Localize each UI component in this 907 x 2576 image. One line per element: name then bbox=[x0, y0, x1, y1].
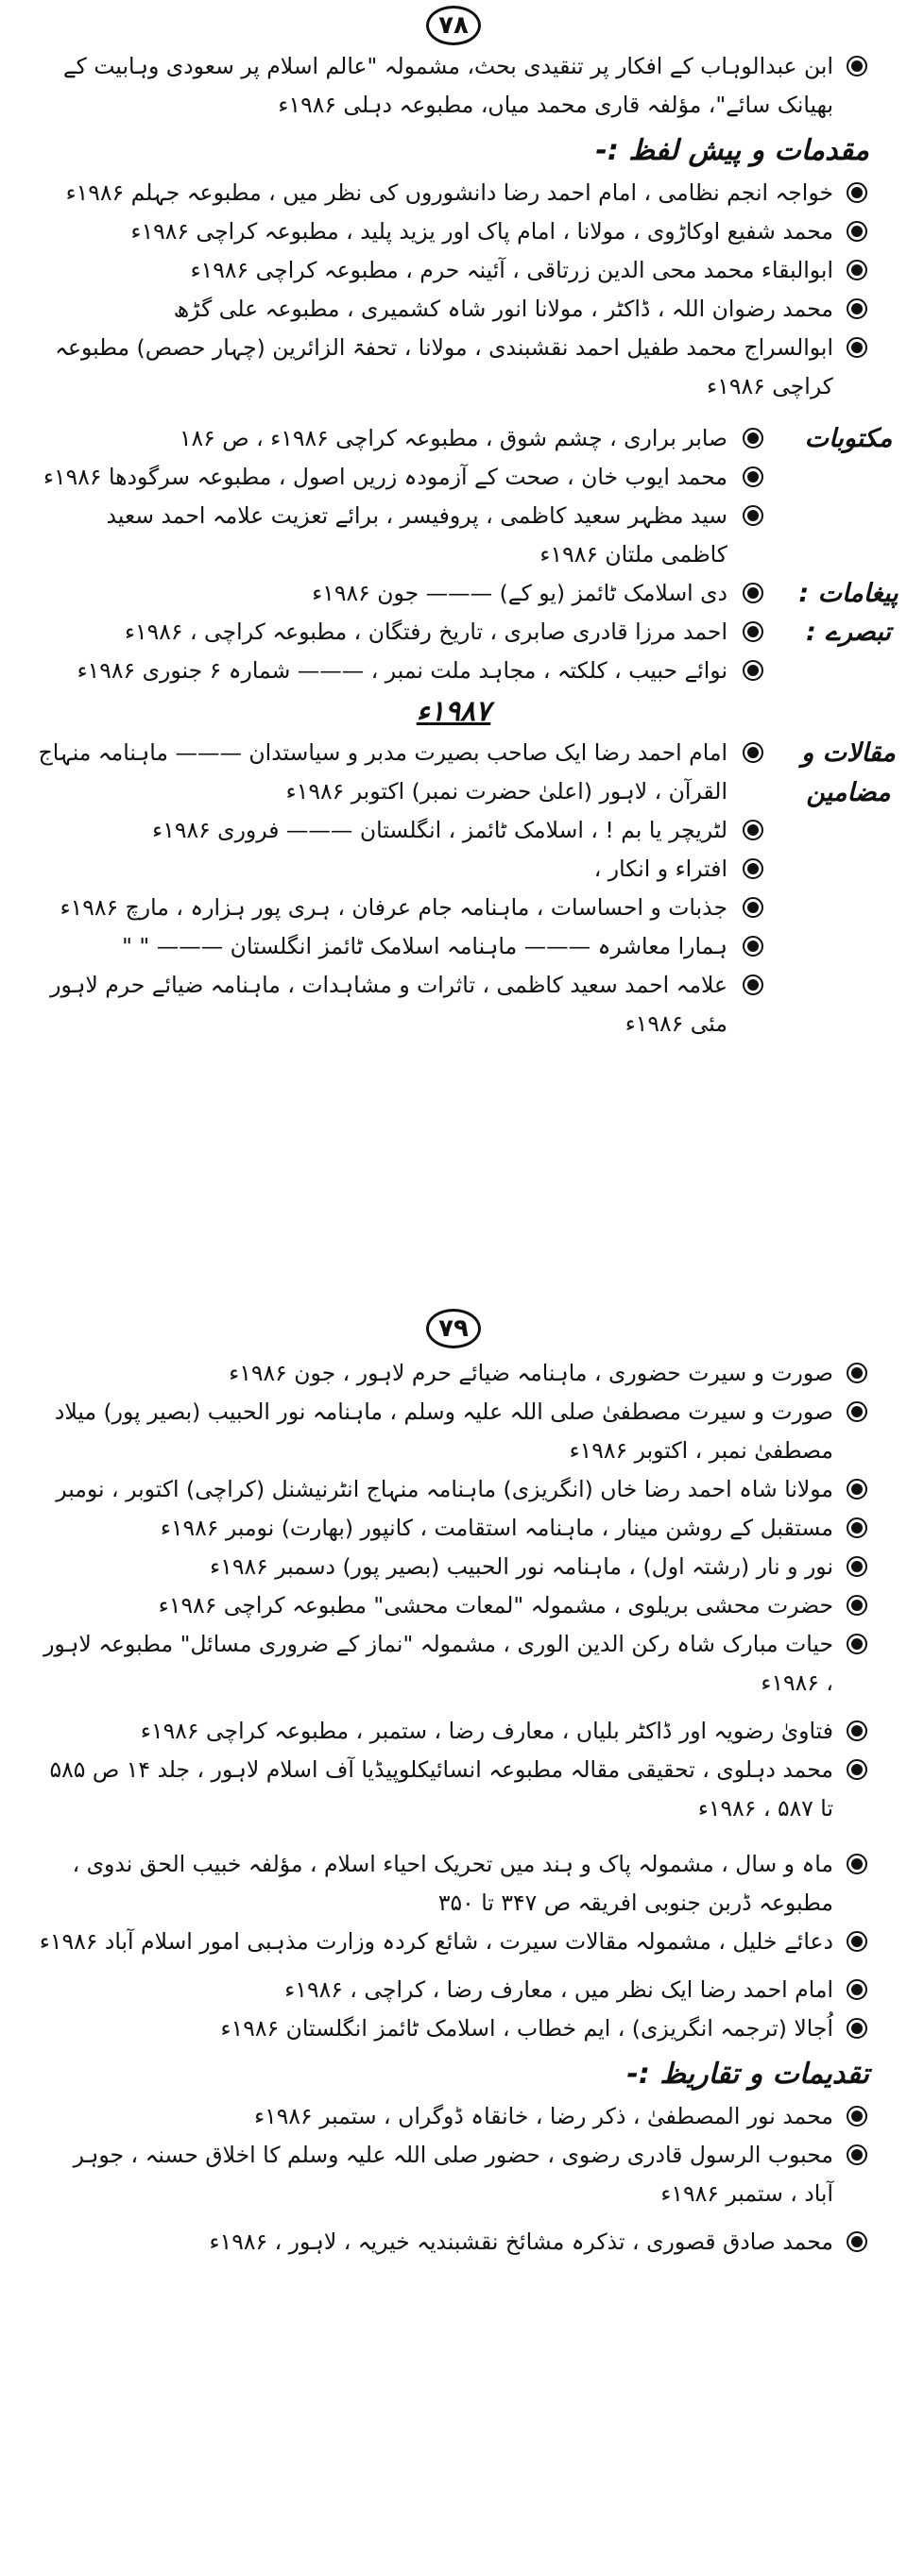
bullet-icon bbox=[743, 742, 763, 763]
bullet-icon bbox=[847, 1517, 867, 1538]
list-item: ابن عبدالوہاب کے افکار پر تنقیدی بحث، مشمولہ "عالم اسلام پر سعودی وہابیت کے بھیانک سائے"، مؤلفہ قاری محمد میاں، مطبوعہ دہلی ۱۹۸۶ء bbox=[38, 47, 869, 125]
bullet-icon bbox=[847, 260, 867, 280]
page-78 bbox=[38, 0, 898, 1284]
list-item: خواجہ انجم نظامی ، امام احمد رضا دانشوروں کی نظر میں ، مطبوعہ جہلم ۱۹۸۶ء bbox=[38, 174, 869, 212]
list-item: ابوالبقاء محمد محی الدین زرتاقی ، آئینہ حرم ، مطبوعہ کراچی ۱۹۸۶ء bbox=[38, 251, 869, 290]
bullet-icon bbox=[847, 1479, 867, 1500]
list-item: محمد دہلوی ، تحقیقی مقالہ مطبوعہ انسائیکلوپیڈیا آف اسلام لاہور ، جلد ۱۴ ص ۵۸۵ تا ۵۸۷ ، ۱۹۸۶ء bbox=[38, 1751, 869, 1828]
list-item: ہمارا معاشرہ ——— ماہنامہ اسلامک ٹائمز انگلستان ——— " " bbox=[38, 927, 869, 966]
paighamat-block bbox=[38, 574, 898, 613]
list-item: صورت و سیرت مصطفیٰ صلی اللہ علیہ وسلم ، ماہنامہ نور الحبیب (بصیر پور) میلاد مصطفیٰ نمبر ، اکتوبر ۱۹۸۶ء bbox=[38, 1393, 869, 1470]
list-item: محبوب الرسول قادری رضوی ، حضور صلی اللہ علیہ وسلم کا اخلاق حسنہ ، جوہر آباد ، ستمبر ۱۹۸۶ء bbox=[38, 2136, 869, 2213]
list-item: سید مظہر سعید کاظمی ، پروفیسر ، برائے تعزیت علامہ احمد سعید کاظمی ملتان ۱۹۸۶ء bbox=[38, 497, 869, 574]
list-item: نور و نار (رشتہ اول) ، ماہنامہ نور الحبیب (بصیر پور) دسمبر ۱۹۸۶ء bbox=[38, 1548, 869, 1586]
list-item: دی اسلامک ٹائمز (یو کے) ——— جون ۱۹۸۶ء bbox=[38, 574, 869, 613]
page-number: ٧٨ bbox=[426, 6, 481, 45]
list-item: افتراء و انکار ، bbox=[38, 850, 869, 889]
bullet-icon bbox=[847, 2231, 867, 2252]
list-item: مستقبل کے روشن مینار ، ماہنامہ استقامت ، کانپور (بھارت) نومبر ۱۹۸۶ء bbox=[38, 1509, 869, 1548]
bullet-icon bbox=[847, 2018, 867, 2039]
list-item: محمد شفیع اوکاڑوی ، مولانا ، امام پاک اور یزید پلید ، مطبوعہ کراچی ۱۹۸۶ء bbox=[38, 212, 869, 251]
list-item: امام احمد رضا ایک صاحب بصیرت مدبر و سیاستدان ——— ماہنامہ منہاج القرآن ، لاہور (اعلیٰ حضرت نمبر) اکتوبر ۱۹۸۶ء bbox=[38, 734, 869, 811]
bullet-icon bbox=[847, 1595, 867, 1616]
bullet-icon bbox=[847, 1556, 867, 1577]
bullet-icon bbox=[743, 897, 763, 918]
bullet-icon bbox=[847, 56, 867, 76]
bullet-icon bbox=[847, 1759, 867, 1780]
bullet-icon bbox=[743, 974, 763, 995]
year-heading: ۱۹۸۷ء bbox=[416, 695, 491, 728]
bullet-icon bbox=[847, 1634, 867, 1654]
bullet-icon bbox=[743, 936, 763, 957]
list-item: محمد نور المصطفیٰ ، ذکر رضا ، خانقاہ ڈوگراں ، ستمبر ۱۹۸۶ء bbox=[38, 2097, 869, 2136]
list-item: جذبات و احساسات ، ماہنامہ جام عرفان ، ہری پور ہزارہ ، مارچ ۱۹۸۶ء bbox=[38, 889, 869, 927]
list-item: علامہ احمد سعید کاظمی ، تاثرات و مشاہدات ، ماہنامہ ضیائے حرم لاہور مئی ۱۹۸۶ء bbox=[38, 966, 869, 1043]
maktubat-block bbox=[38, 419, 893, 574]
bullet-icon bbox=[743, 466, 763, 487]
bullet-icon bbox=[847, 298, 867, 319]
list-item: ابوالسراج محمد طفیل احمد نقشبندی ، مولانا ، تحفۃ الزائرین (چہار حصص) مطبوعہ کراچی ۱۹۸۶ء bbox=[38, 329, 869, 406]
bullet-icon bbox=[847, 1363, 867, 1383]
list-item: اُجالا (ترجمہ انگریزی) ، ایم خطاب ، اسلامک ٹائمز انگلستان ۱۹۸۶ء bbox=[38, 2009, 869, 2048]
bullet-icon bbox=[847, 221, 867, 242]
bullet-icon bbox=[743, 428, 763, 449]
list-item: احمد مرزا قادری صابری ، تاریخ رفتگان ، مطبوعہ کراچی ، ۱۹۸۶ء bbox=[38, 613, 869, 652]
category-label: پیغامات : bbox=[798, 579, 898, 608]
list-item: محمد رضوان اللہ ، ڈاکٹر ، مولانا انور شاہ کشمیری ، مطبوعہ علی گڑھ bbox=[38, 290, 869, 329]
page-79 bbox=[38, 1303, 869, 2568]
section-heading: تقدیمات و تقاریظ :- bbox=[626, 2058, 869, 2091]
bullet-icon bbox=[847, 337, 867, 358]
category-label: مکتوبات bbox=[804, 424, 893, 453]
bullet-icon bbox=[847, 1979, 867, 2000]
bullet-icon bbox=[743, 505, 763, 526]
bullet-icon bbox=[847, 182, 867, 203]
list-item: محمد ایوب خان ، صحت کے آزمودہ زریں اصول ، مطبوعہ سرگودھا ۱۹۸۶ء bbox=[38, 458, 869, 497]
list-item: حضرت محشی بریلوی ، مشمولہ "لمعات محشی" مطبوعہ کراچی ۱۹۸۶ء bbox=[38, 1586, 869, 1625]
tabsire-block bbox=[38, 613, 891, 690]
list-item: صورت و سیرت حضوری ، ماہنامہ ضیائے حرم لاہور ، جون ۱۹۸۶ء bbox=[38, 1354, 869, 1393]
category-label: مقالات و مضامین bbox=[801, 738, 896, 807]
list-item: مولانا شاہ احمد رضا خاں (انگریزی) ماہنامہ منہاج انٹرنیشنل (کراچی) اکتوبر ، نومبر bbox=[38, 1470, 869, 1509]
bullet-icon bbox=[743, 858, 763, 879]
bullet-icon bbox=[743, 660, 763, 681]
bullet-icon bbox=[847, 2106, 867, 2127]
list-item: لٹریچر یا بم ! ، اسلامک ٹائمز ، انگلستان ——— فروری ۱۹۸۶ء bbox=[38, 811, 869, 850]
list-item: دعائے خلیل ، مشمولہ مقالات سیرت ، شائع کردہ وزارت مذہبی امور اسلام آباد ۱۹۸۶ء bbox=[38, 1923, 869, 1961]
bullet-icon bbox=[743, 820, 763, 840]
bullet-icon bbox=[847, 1401, 867, 1422]
bullet-icon bbox=[847, 1720, 867, 1741]
page-78-entries bbox=[38, 47, 898, 1043]
page-79-entries bbox=[38, 1354, 869, 2262]
list-item: صابر براری ، چشم شوق ، مطبوعہ کراچی ۱۹۸۶ء ، ص ۱۸۶ bbox=[38, 419, 869, 458]
section-heading: مقدمات و پیش لفظ :- bbox=[595, 134, 869, 167]
page-number: ٧٩ bbox=[426, 1309, 481, 1348]
bullet-icon bbox=[743, 621, 763, 642]
list-item: نوائے حبیب ، کلکتہ ، مجاہد ملت نمبر ، ——— شمارہ ۶ جنوری ۱۹۸۶ء bbox=[38, 652, 869, 690]
bullet-icon bbox=[847, 1931, 867, 1952]
bullet-icon bbox=[847, 2144, 867, 2165]
list-item: ماہ و سال ، مشمولہ پاک و ہند میں تحریک احیاء اسلام ، مؤلفہ خبیب الحق ندوی ، مطبوعہ ڈربن جنوبی افریقہ ص ۳۴۷ تا ۳۵۰ bbox=[38, 1845, 869, 1923]
list-item: محمد صادق قصوری ، تذکرہ مشائخ نقشبندیہ خیریہ ، لاہور ، ۱۹۸۶ء bbox=[38, 2223, 869, 2262]
list-item: فتاویٰ رضویہ اور ڈاکٹر بلیاں ، معارف رضا ، ستمبر ، مطبوعہ کراچی ۱۹۸۶ء bbox=[38, 1712, 869, 1751]
bullet-icon bbox=[847, 1854, 867, 1874]
list-item: امام احمد رضا ایک نظر میں ، معارف رضا ، کراچی ، ۱۹۸۶ء bbox=[38, 1971, 869, 2009]
list-item: حیات مبارک شاہ رکن الدین الوری ، مشمولہ "نماز کے ضروری مسائل" مطبوعہ لاہور ، ۱۹۸۶ء bbox=[38, 1625, 869, 1703]
maqalat-block bbox=[38, 734, 896, 1043]
bullet-icon bbox=[743, 583, 763, 603]
category-label: تبصرے : bbox=[806, 618, 891, 647]
